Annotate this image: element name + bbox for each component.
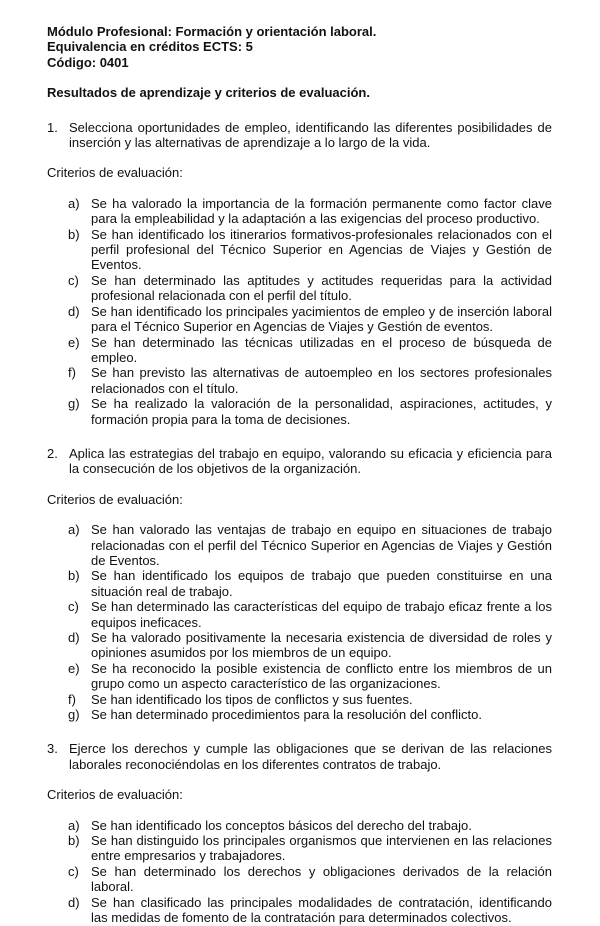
criterion-item [68, 568, 552, 599]
outcome-number: 2. [47, 445, 58, 461]
criterion-text: Se han identificado los tipos de conflictos y sus fuentes. [91, 691, 413, 707]
outcome-text: Selecciona oportunidades de empleo, identificando las diferentes posibilidades de inserción y las alternativas de aprendizaje a lo largo de la vida. [69, 119, 552, 151]
criterion-letter: b) [68, 833, 80, 849]
criterion-item [68, 522, 552, 568]
criterion-letter: a) [68, 522, 80, 538]
outcome-text: Aplica las estrategias del trabajo en equipo, valorando su eficacia y eficiencia para la consecución de los objetivos de la organización. [69, 445, 552, 477]
criteria-label: Criterios de evaluación: [47, 787, 183, 803]
criterion-item [68, 196, 552, 227]
criterion-text: Se han identificado los equipos de trabajo que pueden constituirse en una situación real de trabajo. [91, 568, 552, 599]
section-title: Resultados de aprendizaje y criterios de evaluación. [47, 85, 370, 101]
criterion-letter: c) [68, 272, 79, 288]
criterion-item [68, 227, 552, 273]
criterion-letter: c) [68, 863, 79, 879]
criterion-text: Se ha valorado positivamente la necesaria existencia de diversidad de roles y opiniones asumidos por los miembros de un equipo. [91, 630, 552, 661]
criterion-letter: d) [68, 303, 80, 319]
code-line: Código: 0401 [47, 54, 129, 70]
criterion-item [68, 692, 552, 707]
criterion-item [68, 864, 552, 895]
criterion-text: Se han determinado los derechos y obligaciones derivados de la relación laboral. [91, 863, 552, 895]
criterion-letter: g) [68, 396, 80, 412]
criterion-letter: e) [68, 334, 80, 350]
criterion-item [68, 396, 552, 427]
criterion-text: Se han identificado los conceptos básicos del derecho del trabajo. [91, 817, 472, 833]
criterion-text: Se han valorado las ventajas de trabajo en equipo en situaciones de trabajo relacionadas con el perfil del Técnico Superior en Agencias de Viajes y Gestión de Eventos. [91, 522, 552, 568]
criterion-letter: b) [68, 568, 80, 584]
learning-outcome [47, 120, 552, 151]
outcome-number: 3. [47, 741, 58, 757]
criterion-text: Se han determinado las técnicas utilizadas en el proceso de búsqueda de empleo. [91, 334, 552, 365]
criteria-list [47, 522, 552, 722]
criterion-item [68, 895, 552, 926]
criterion-item [68, 630, 552, 661]
criterion-text: Se han identificado los itinerarios formativos-profesionales relacionados con el perfil profesional del Técnico Superior en Agencias de Viajes y Gestión de Eventos. [91, 226, 552, 273]
module-title: Módulo Profesional: Formación y orientación laboral. [47, 24, 377, 39]
criterion-text: Se han determinado las aptitudes y actitudes requeridas para la actividad profesional relacionada con el perfil del título. [91, 272, 552, 304]
criterion-letter: b) [68, 226, 80, 242]
criterion-letter: f) [68, 365, 76, 381]
learning-outcome [47, 741, 552, 772]
criterion-text: Se ha valorado la importancia de la formación permanente como factor clave para la empleabilidad y la adaptación a las exigencias del proceso productivo. [91, 195, 552, 227]
criterion-item [68, 335, 552, 366]
criterion-item [68, 365, 552, 396]
learning-outcome [47, 446, 552, 477]
document-header [47, 24, 552, 70]
criteria-list [47, 196, 552, 427]
criterion-letter: e) [68, 660, 80, 676]
criterion-item [68, 833, 552, 864]
criterion-letter: f) [68, 691, 76, 707]
criterion-text: Se han determinado las características del equipo de trabajo eficaz frente a los equipos ineficaces. [91, 599, 552, 630]
criteria-list [47, 818, 552, 926]
criterion-letter: d) [68, 894, 80, 910]
criterion-item [68, 304, 552, 335]
criterion-item [68, 818, 552, 833]
credits-line: Equivalencia en créditos ECTS: 5 [47, 39, 253, 55]
criterion-text: Se ha reconocido la posible existencia de conflicto entre los miembros de un grupo como un aspecto característico de las organizaciones. [91, 660, 552, 692]
criterion-text: Se han identificado los principales yacimientos de empleo y de inserción laboral para el Técnico Superior en Agencias de Viajes y Gestión de eventos. [91, 303, 552, 335]
criterion-letter: a) [68, 817, 80, 833]
criterion-text: Se han clasificado las principales modalidades de contratación, identificando las medidas de fomento de la contratación para determinados colectivos. [91, 894, 552, 926]
criterion-letter: g) [68, 707, 80, 723]
criterion-letter: c) [68, 599, 79, 615]
criterion-text: Se han previsto las alternativas de autoempleo en los sectores profesionales relacionados con el título. [91, 365, 552, 396]
criterion-letter: d) [68, 630, 80, 645]
criterion-item [68, 707, 552, 722]
criterion-item [68, 599, 552, 630]
criteria-label: Criterios de evaluación: [47, 491, 183, 507]
outcome-text: Ejerce los derechos y cumple las obligaciones que se derivan de las relaciones laborales reconociéndolas en los diferentes contratos de trabajo. [69, 741, 552, 772]
criterion-text: Se han distinguido los principales organismos que intervienen en las relaciones entre empresarios y trabajadores. [91, 833, 552, 864]
criterion-item [68, 273, 552, 304]
criterion-letter: a) [68, 195, 80, 211]
criterion-text: Se ha realizado la valoración de la personalidad, aspiraciones, actitudes, y formación propia para la toma de decisiones. [91, 396, 552, 427]
criterion-item [68, 661, 552, 692]
criterion-text: Se han determinado procedimientos para la resolución del conflicto. [91, 707, 482, 723]
criteria-label: Criterios de evaluación: [47, 165, 183, 181]
outcome-number: 1. [47, 119, 58, 135]
